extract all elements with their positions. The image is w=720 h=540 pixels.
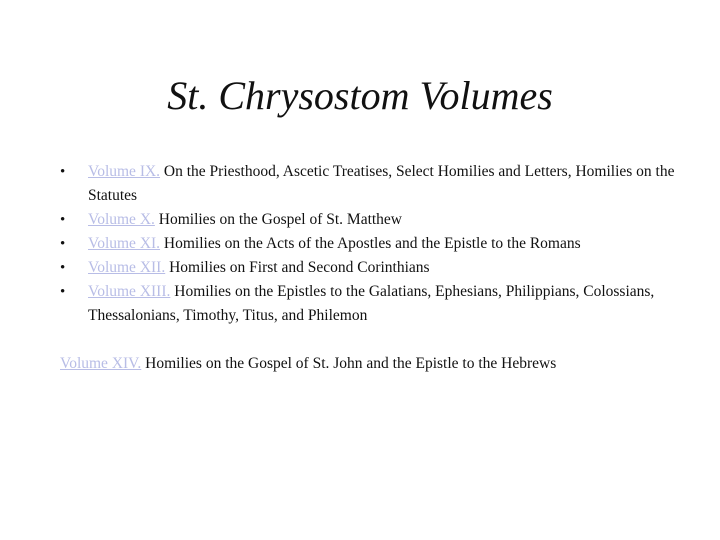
- volume-xi-description: Homilies on the Acts of the Apostles and the Epistle to the Romans: [160, 235, 581, 252]
- volume-xi-link[interactable]: Volume XI.: [88, 235, 161, 252]
- list-item: [60, 232, 680, 256]
- list-item: [60, 256, 680, 280]
- volume-xiii-description: Homilies on the Epistles to the Galatians, Ephesians, Philippians, Colossians, Thessalonians, Timothy, Titus, and Philemon: [88, 283, 655, 324]
- volume-list: [60, 160, 680, 328]
- bullet-icon: •: [60, 236, 66, 252]
- list-item: [60, 280, 680, 328]
- list-item: [60, 208, 680, 232]
- list-item: [60, 160, 680, 208]
- volume-x-link[interactable]: Volume X.: [88, 211, 155, 228]
- bullet-icon: •: [60, 284, 66, 300]
- volume-xii-link[interactable]: Volume XII.: [88, 259, 166, 276]
- bullet-icon: •: [60, 164, 66, 180]
- volume-xiv-link[interactable]: Volume XIV.: [60, 355, 142, 372]
- bullet-icon: •: [60, 212, 66, 228]
- bullet-icon: •: [60, 260, 66, 276]
- volume-ix-link[interactable]: Volume IX.: [88, 163, 161, 180]
- volume-x-description: Homilies on the Gospel of St. Matthew: [154, 211, 403, 228]
- volume-xiii-link[interactable]: Volume XIII.: [88, 283, 171, 300]
- volume-xii-description: Homilies on First and Second Corinthians: [165, 259, 430, 276]
- trailing-volume-line: [60, 352, 700, 376]
- volume-ix-description: On the Priesthood, Ascetic Treatises, Select Homilies and Letters, Homilies on the Statutes: [88, 163, 675, 204]
- volume-xiv-description: Homilies on the Gospel of St. John and the Epistle to the Hebrews: [141, 355, 557, 372]
- slide-title: St. Chrysostom Volumes: [167, 73, 553, 118]
